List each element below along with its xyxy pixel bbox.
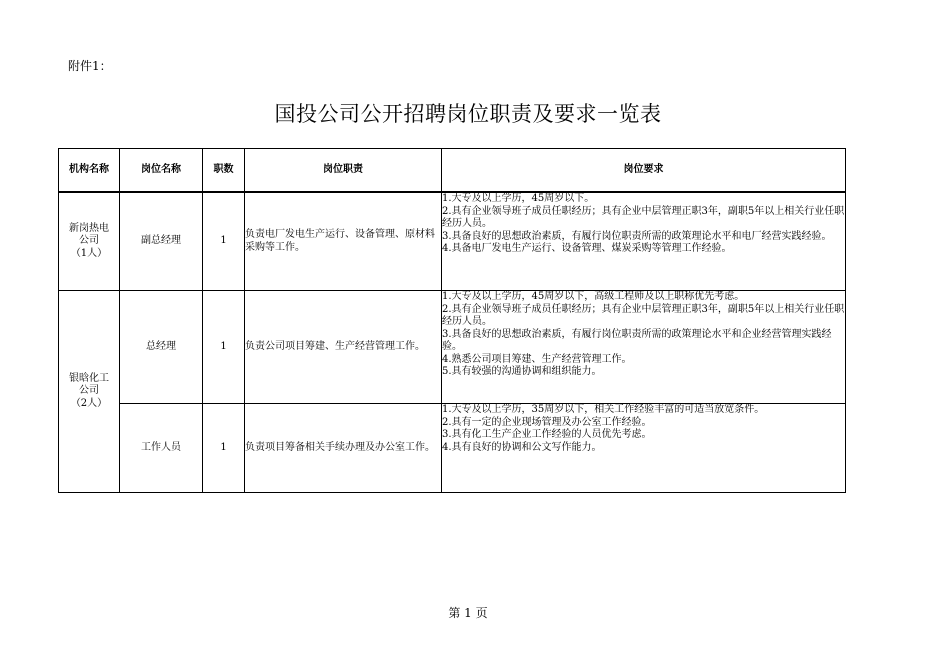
- org-headcount: （2人）: [70, 397, 108, 409]
- requirement-item: 4.具备电厂发电生产运行、设备管理、煤炭采购等管理工作经验。: [442, 243, 732, 254]
- header-count: 职数: [203, 149, 245, 193]
- header-position: 岗位名称: [120, 149, 203, 193]
- org-name: 公司: [79, 235, 99, 247]
- position-cell: 工作人员: [120, 404, 203, 493]
- requirement-item: 1.大专及以上学历，35周岁以下，相关工作经验丰富的可适当放宽条件。: [442, 404, 765, 415]
- requirement-item: 2.具有企业领导班子成员任职经历；具有企业中层管理正职3年，副职5年以上相关行业任职经历人员。: [442, 205, 845, 229]
- duty-cell: 负责项目筹备相关手续办理及办公室工作。: [245, 404, 442, 493]
- org-cell: [59, 192, 120, 291]
- requirement-item: 3.具备良好的思想政治素质，有履行岗位职责所需的政策理论水平和电厂经营实践经验。: [442, 230, 832, 242]
- table-row: [59, 404, 846, 493]
- requirements-cell: [442, 192, 846, 291]
- requirement-item: 3.具备良好的思想政治素质，有履行岗位职责所需的政策理论水平和企业经营管理实践经验。: [442, 328, 832, 352]
- document-title: 国投公司公开招聘岗位职责及要求一览表: [274, 102, 662, 126]
- table-row: [59, 192, 846, 291]
- requirement-item: 5.具有较强的沟通协调和组织能力。: [442, 366, 602, 377]
- position-cell: 总经理: [120, 291, 203, 404]
- count-cell: 1: [203, 291, 245, 404]
- recruitment-table: [58, 148, 846, 493]
- table-row: [59, 291, 846, 404]
- position-cell: 副总经理: [120, 192, 203, 291]
- duty-cell: 负责电厂发电生产运行、设备管理、原材料采购等工作。: [245, 192, 442, 291]
- duty-cell: 负责公司项目筹建、生产经营管理工作。: [245, 291, 442, 404]
- requirement-item: 2.具有一定的企业现场管理及办公室工作经验。: [442, 416, 652, 428]
- org-cell: [59, 291, 120, 493]
- requirement-item: 1.大专及以上学历，45周岁以下，高级工程师及以上职称优先考虑。: [442, 291, 745, 302]
- requirement-item: 4.具有良好的协调和公文写作能力。: [442, 441, 602, 453]
- org-name: 新岗热电: [69, 222, 109, 234]
- header-requirements: 岗位要求: [442, 149, 846, 193]
- requirement-item: 4.熟悉公司项目筹建、生产经营管理工作。: [442, 353, 632, 365]
- requirements-cell: [442, 291, 846, 404]
- page-number: 第 1 页: [448, 606, 488, 620]
- org-name: 公司: [79, 385, 99, 397]
- header-org: 机构名称: [59, 149, 120, 193]
- count-cell: 1: [203, 404, 245, 493]
- count-cell: 1: [203, 192, 245, 291]
- org-name: 银晗化工: [69, 372, 109, 384]
- table-header-row: [59, 149, 846, 193]
- header-duty: 岗位职责: [245, 149, 442, 193]
- attachment-label: 附件1：: [68, 59, 112, 73]
- requirement-item: 3.具有化工生产企业工作经验的人员优先考虑。: [442, 429, 652, 440]
- org-headcount: （1人）: [70, 247, 108, 259]
- requirement-item: 1.大专及以上学历，45周岁以下。: [442, 193, 595, 204]
- requirements-cell: [442, 404, 846, 493]
- requirement-item: 2.具有企业领导班子成员任职经历；具有企业中层管理正职3年，副职5年以上相关行业任职经历人员。: [442, 303, 845, 327]
